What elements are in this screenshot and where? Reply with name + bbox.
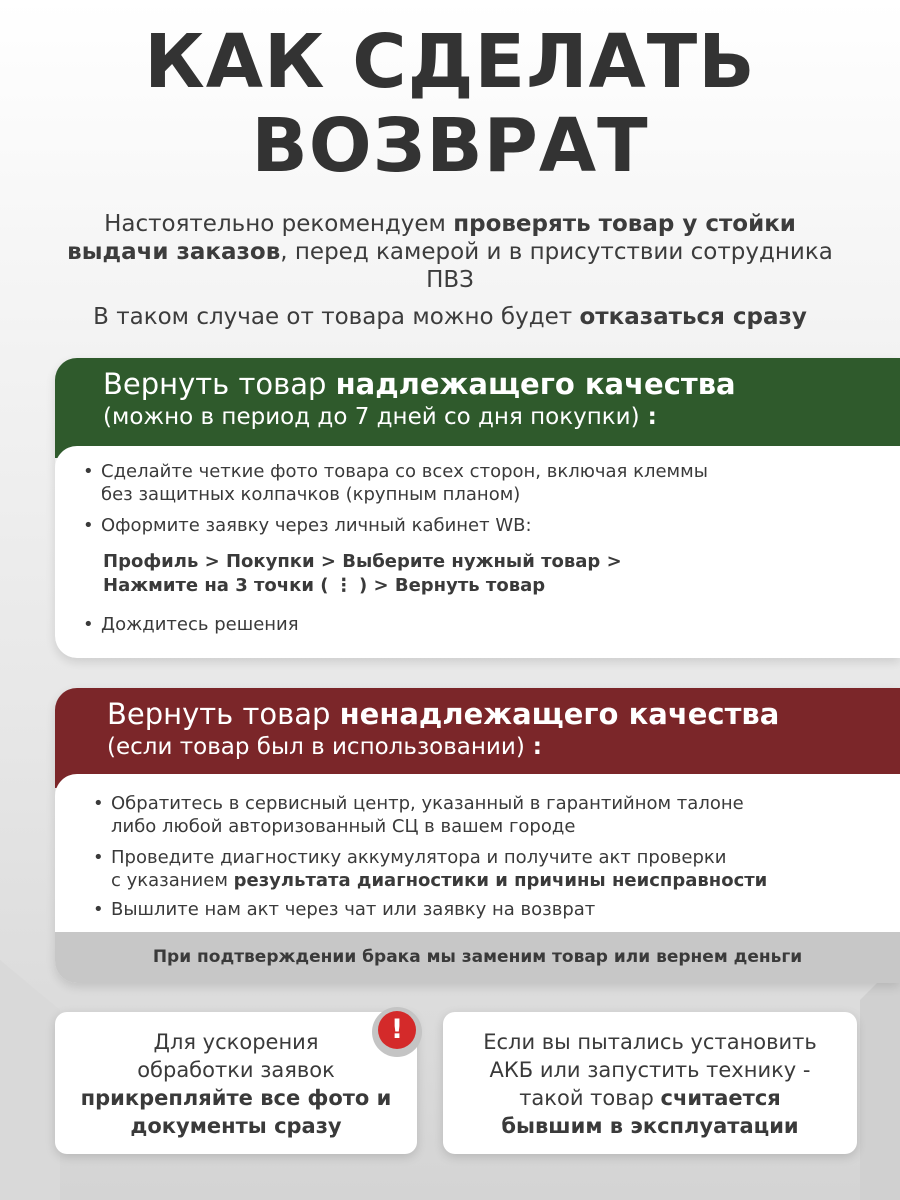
navigation-path: [103, 550, 622, 598]
bad-quality-header: [55, 688, 900, 788]
alert-icon: [372, 1007, 422, 1057]
good-quality-header: [55, 358, 900, 458]
list-item: • Обратитесь в сервисный центр, указанный в гарантийном талоне либо любой авторизованный СЦ в вашем городе: [93, 793, 744, 837]
bullet-text: Сделайте четкие фото товара со всех сторон, включая клеммы: [101, 461, 708, 482]
bad-header-bold: ненадлежащего качества: [339, 697, 780, 731]
bad-header-colon: :: [524, 734, 543, 760]
bullet-text: без защитных колпачков (крупным планом): [101, 484, 521, 505]
good-header-sub: (можно в период до 7 дней со дня покупки): [103, 404, 640, 430]
tip-box-right: [443, 1012, 857, 1154]
bad-header-text: Вернуть товар: [107, 697, 340, 731]
tip-right-line-3: такой товар: [519, 1086, 661, 1110]
list-item: • Оформите заявку через личный кабинет WB:: [83, 515, 532, 536]
bullet-text: Проведите диагностику аккумулятора и получите акт проверки: [111, 847, 727, 868]
title-line-1: КАК СДЕЛАТЬ: [144, 19, 756, 105]
tip-right-line-1: Если вы пытались установить: [483, 1030, 817, 1054]
tip-left-bold-1: прикрепляйте все фото и: [80, 1086, 392, 1110]
bad-quality-body: [55, 774, 900, 983]
good-quality-card: [55, 358, 900, 658]
title-line-2: ВОЗВРАТ: [251, 103, 649, 189]
bullet-text: с указанием: [111, 870, 234, 891]
alert-icon-glyph: !: [378, 1011, 416, 1049]
bullet-text: Обратитесь в сервисный центр, указанный в гарантийном талоне: [111, 793, 744, 814]
intro2-bold-text: отказаться сразу: [579, 304, 807, 330]
intro-paragraph-2: [40, 303, 860, 331]
good-header-text: Вернуть товар: [103, 367, 336, 401]
bullet-text: Дождитесь решения: [101, 614, 299, 635]
intro-paragraph: [60, 210, 840, 294]
tip-right-line-2: АКБ или запустить технику -: [489, 1058, 811, 1082]
intro2-text: В таком случае от товара можно будет: [93, 304, 580, 330]
bad-quality-footer: При подтверждении брака мы заменим товар или вернем деньги: [55, 932, 900, 983]
tip-left-line-1: Для ускорения: [153, 1030, 319, 1054]
intro-bold-text: проверять товар у стойки выдачи заказов: [67, 211, 796, 265]
tip-left-bold-2: документы сразу: [130, 1114, 342, 1138]
tip-right-bold-2: бывшим в эксплуатации: [501, 1114, 799, 1138]
bullet-text: Оформите заявку через личный кабинет WB:: [101, 515, 532, 536]
list-item: • Сделайте четкие фото товара со всех сторон, включая клеммы без защитных колпачков (крупным планом): [83, 461, 708, 505]
tip-right-line-3-bold: считается: [660, 1086, 781, 1110]
intro-text-2: , перед камерой и в присутствии сотрудника ПВЗ: [280, 239, 833, 293]
path-line-1: Профиль > Покупки > Выберите нужный товар >: [103, 551, 622, 572]
tip-left-line-2: обработки заявок: [137, 1058, 335, 1082]
intro-text: Настоятельно рекомендуем: [104, 211, 454, 237]
list-item: • Проведите диагностику аккумулятора и получите акт проверки с указанием результата диагностики и причины неисправности: [93, 847, 768, 891]
bad-quality-card: [55, 688, 900, 983]
bad-header-sub: (если товар был в использовании): [107, 734, 525, 760]
bullet-text: либо любой авторизованный СЦ в вашем городе: [111, 816, 576, 837]
page-title: [0, 20, 900, 188]
list-item: • Дождитесь решения: [83, 614, 299, 635]
list-item: • Вышлите нам акт через чат или заявку на возврат: [93, 899, 596, 920]
bullet-text: Вышлите нам акт через чат или заявку на возврат: [111, 899, 596, 920]
good-header-bold: надлежащего качества: [335, 367, 736, 401]
good-quality-body: [55, 446, 900, 658]
good-header-colon: :: [639, 404, 657, 430]
tip-box-left: [55, 1012, 417, 1154]
path-line-2: Нажмите на 3 точки ( ⋮ ) > Вернуть товар: [103, 575, 546, 596]
bullet-bold-text: результата диагностики и причины неисправности: [233, 870, 768, 891]
